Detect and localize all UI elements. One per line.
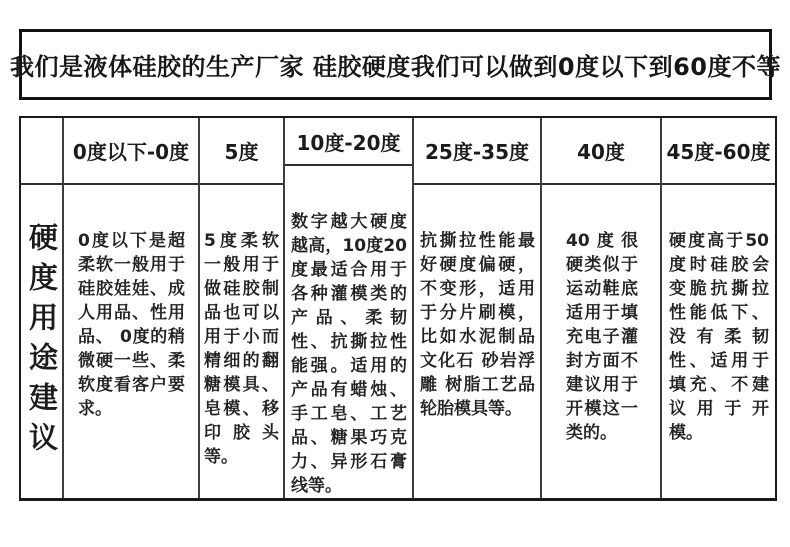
row-header-text: 硬度用途建议 [25,221,59,462]
column-5deg [200,118,285,498]
column-40deg [542,118,662,498]
header-cell-45-60deg: 45度-60度 [662,118,775,185]
body-cell-25-35deg: 抗撕拉性能最好硬度偏硬，不变形，适用于分片刷模，比如水泥制品 文化石 砂岩浮雕 树脂工艺品轮胎模具等。 [420,231,535,419]
body-cell-5deg: 5度柔软 一般用于做硅胶制品也可以用于小而精细的翻糖模具、皂模、移印胶头等。 [204,231,279,467]
column-45-60deg [662,118,775,498]
column-25-35deg [414,118,542,498]
header-cell-10-20deg: 10度-20度 [285,118,412,166]
header-cell-40deg: 40度 [542,118,660,185]
column-10-20deg [285,118,414,498]
body-cell-0deg-below: 0度以下是超柔软一般用于硅胶娃娃、成人用品、性用品、 0度的稍微硬一些、柔软度看客户要求。 [78,231,185,419]
row-header-cell [21,185,62,498]
body-cell-45-60deg: 硬度高于50度时硅胶会变脆抗撕拉性能低下、没有柔韧性、适用于填充、不建议用于开模。 [669,231,769,443]
corner-cell [21,118,62,185]
banner [10,29,781,100]
hardness-table [19,116,777,501]
banner-text: 我们是液体硅胶的生产厂家 硅胶硬度我们可以做到0度以下到60度不等 [10,53,781,81]
column-0deg-below [64,118,200,498]
header-cell-25-35deg: 25度-35度 [414,118,540,185]
header-cell-0deg-below: 0度以下-0度 [64,118,198,185]
header-cell-5deg: 5度 [200,118,283,185]
body-cell-40deg: 40度很硬类似于运动鞋底适用于填充电子灌封方面不建议用于开模这一类的。 [566,231,638,443]
row-header-column [21,118,64,498]
body-cell-10-20deg: 数字越大硬度越高，10度20度最适合用于各种灌模类的产品、柔韧性、抗撕拉性能强。适用的产品有蜡烛、手工皂、工艺品、糖果巧克力、异形石膏线等。 [291,212,407,496]
